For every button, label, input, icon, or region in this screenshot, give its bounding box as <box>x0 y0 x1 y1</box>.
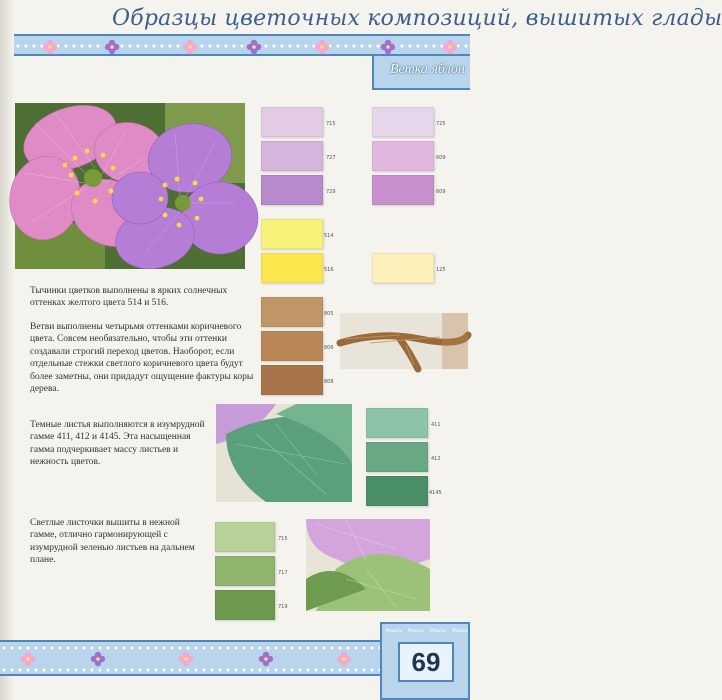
swatch-number: 516 <box>324 267 334 273</box>
pink-flower-icon <box>442 39 458 55</box>
header-dots <box>14 44 470 48</box>
footer-dots <box>0 646 380 650</box>
swatch-number: 412 <box>431 456 441 462</box>
thread-swatch <box>261 141 323 171</box>
thread-swatch <box>261 297 323 327</box>
swatch-number: 805 <box>324 311 334 317</box>
pink-flower-icon <box>314 39 330 55</box>
header-decorative-strip <box>14 34 470 56</box>
thread-swatch <box>372 175 434 205</box>
thread-swatch <box>261 219 323 249</box>
thread-swatch <box>372 107 434 137</box>
pink-flower-icon <box>20 651 36 667</box>
model-label: Модель <box>386 628 403 633</box>
swatch-number: 719 <box>278 604 288 610</box>
paragraph-stamens: Тычинки цветков выполнены в ярких солнечных оттенках желтого цвета 514 и 516. <box>30 286 228 309</box>
thread-swatch <box>261 107 323 137</box>
model-label: Модель <box>452 628 469 633</box>
swatch-number: 609 <box>436 155 446 161</box>
purple-flower-icon <box>380 39 396 55</box>
pink-flower-icon <box>178 651 194 667</box>
thread-swatch <box>261 331 323 361</box>
thread-swatch <box>366 408 428 438</box>
paragraph-light-leaves: Светлые листочки вышиты в нежной гамме, отлично гармонирующей с изумрудной зеленью листьев на дальнем плане. <box>30 518 195 566</box>
purple-flower-icon <box>104 39 120 55</box>
paragraph-branches: Ветви выполнены четырьмя оттенками коричневого цвета. Совсем необязательно, чтобы эти оттенки создавали строгий переход цветов. Наоборот, если отдельные стежки светлого коричневого цвета будут более заметны, они придадут ощущение фактуры коры дерева. <box>30 322 254 395</box>
swatch-number: 609 <box>436 189 446 195</box>
model-label: Модель <box>430 628 447 633</box>
swatch-number: 808 <box>324 379 334 385</box>
swatch-number: 411 <box>431 422 441 428</box>
footer-decorative-strip <box>0 640 380 676</box>
page-binding-shadow <box>0 0 14 700</box>
thread-swatch <box>261 175 323 205</box>
thread-swatch <box>372 141 434 171</box>
purple-flower-icon <box>258 651 274 667</box>
thread-swatch <box>215 590 275 620</box>
page-number: 69 <box>398 642 454 682</box>
pink-flower-icon <box>42 39 58 55</box>
swatch-number: 514 <box>324 233 334 239</box>
paragraph-dark-leaves: Темные листья выполняются в изумрудной гамме 411, 412 и 4145. Эта насыщенная гамма подчеркивает массу листьев и нежность цветов. <box>30 420 205 468</box>
thread-swatch <box>261 253 323 283</box>
swatch-number: 725 <box>436 121 446 127</box>
model-label: Модель <box>408 628 425 633</box>
swatch-number: 727 <box>326 155 336 161</box>
page-subtitle: Ветка яблон <box>390 62 465 77</box>
swatch-number: 715 <box>278 536 288 542</box>
swatch-number: 4145 <box>429 490 442 496</box>
thread-swatch <box>215 522 275 552</box>
footer-dots <box>0 668 380 672</box>
purple-flower-icon <box>246 39 262 55</box>
purple-flower-icon <box>90 651 106 667</box>
page-title: Образцы цветочных композиций, вышитых глады <box>112 6 722 31</box>
thread-swatch <box>366 442 428 472</box>
swatch-number: 715 <box>326 121 336 127</box>
swatch-number: 806 <box>324 345 334 351</box>
swatch-number: 717 <box>278 570 288 576</box>
thread-swatch <box>372 253 434 283</box>
swatch-number: 729 <box>326 189 336 195</box>
embroidery-photo-dark-leaves <box>216 404 352 502</box>
embroidery-photo-branch <box>340 313 468 369</box>
thread-swatch <box>261 365 323 395</box>
thread-swatch <box>366 476 428 506</box>
embroidery-photo-flowers <box>15 103 245 269</box>
embroidery-photo-light-leaves <box>306 519 430 611</box>
thread-swatch <box>215 556 275 586</box>
pink-flower-icon <box>182 39 198 55</box>
pink-flower-icon <box>336 651 352 667</box>
swatch-number: 125 <box>436 267 446 273</box>
